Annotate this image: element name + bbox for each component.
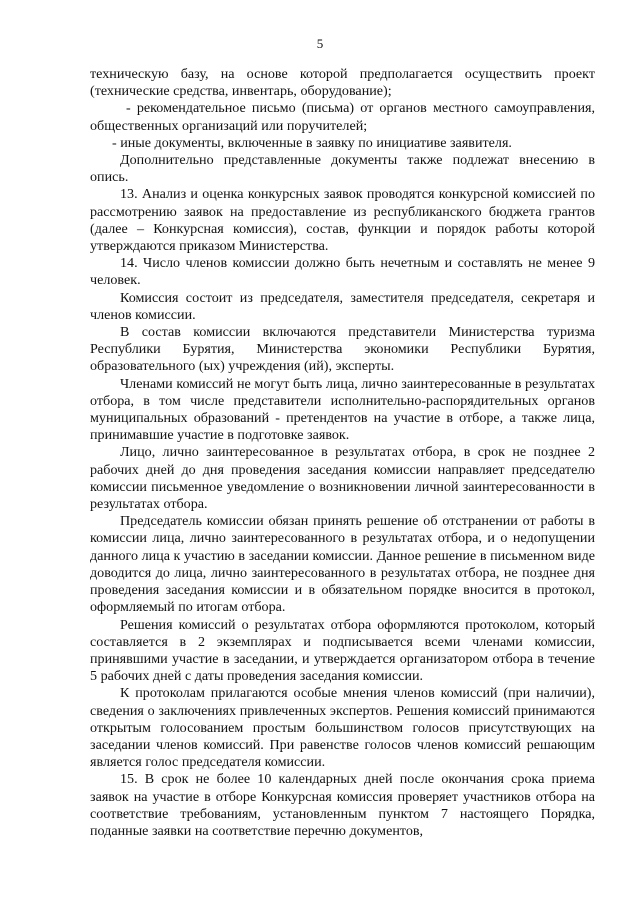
paragraph: К протоколам прилагаются особые мнения членов комиссий (при наличии), сведения о заключениях привлеченных экспертов. Решения комиссий принимаются открытым голосованием простым большинством голосов присутствующих на заседании членов комиссий. При равенстве голосов членов комиссий решающим является голос председателя комиссии. [90,685,595,771]
paragraph: В состав комиссии включаются представители Министерства туризма Республики Бурятия, Министерства экономики Республики Бурятия, образовательного (ых) учреждения (ий), эксперты. [90,324,595,375]
paragraph: Комиссия состоит из председателя, заместителя председателя, секретаря и членов комиссии. [90,289,595,323]
paragraph: Дополнительно представленные документы также подлежат внесению в опись. [90,152,595,186]
paragraph-list-item: - рекомендательное письмо (письма) от органов местного самоуправления, общественных организаций или поручителей; [90,100,595,134]
paragraph: Председатель комиссии обязан принять решение об отстранении от работы в комиссии лица, лично заинтересованного в результатах отбора, и о недопущении данного лица к участию в заседании комиссии. Данное решение в письменном виде доводится до лица, лично заинтересованного в результатах отбора, не позднее дня проведения заседания комиссии и в обязательном порядке вносится в протокол, оформляемый по итогам отбора. [90,513,595,616]
paragraph-clause-15: 15. В срок не более 10 календарных дней после окончания срока приема заявок на участие в отборе Конкурсная комиссия проверяет участников отбора на соответствие требованиям, установленным пунктом 7 настоящего Порядка, поданные заявки на соответствие перечню документов, [90,771,595,839]
document-body [90,66,595,840]
paragraph: Членами комиссий не могут быть лица, лично заинтересованные в результатах отбора, в том числе представители исполнительно-распорядительных органов муниципальных образований - претендентов на участие в отборе, а также лица, принимавшие участие в подготовке заявок. [90,375,595,444]
paragraph: Лицо, лично заинтересованное в результатах отбора, в срок не позднее 2 рабочих дней до дня проведения заседания комиссии направляет председателю комиссии письменное уведомление о возникновении личной заинтересованности в результатах отбора. [90,444,595,513]
page-number: 5 [316,36,324,51]
paragraph-clause-13: 13. Анализ и оценка конкурсных заявок проводятся конкурсной комиссией по рассмотрению заявок на предоставление из республиканского бюджета грантов (далее – Конкурсная комиссия), состав, функции и порядок работы которой утверждаются приказом Министерства. [90,186,595,255]
paragraph: Решения комиссий о результатах отбора оформляются протоколом, который составляется в 2 экземплярах и подписывается всеми членами комиссии, принявшими участие в заседании, и утверждается организатором отбора в течение 5 рабочих дней с даты проведения заседания комиссии. [90,616,595,685]
paragraph-list-item: - иные документы, включенные в заявку по инициативе заявителя. [112,134,512,151]
paragraph-clause-14: 14. Число членов комиссии должно быть нечетным и составлять не менее 9 человек. [90,255,595,289]
paragraph: техническую базу, на основе которой предполагается осуществить проект (технические средства, инвентарь, оборудование); [90,66,595,100]
